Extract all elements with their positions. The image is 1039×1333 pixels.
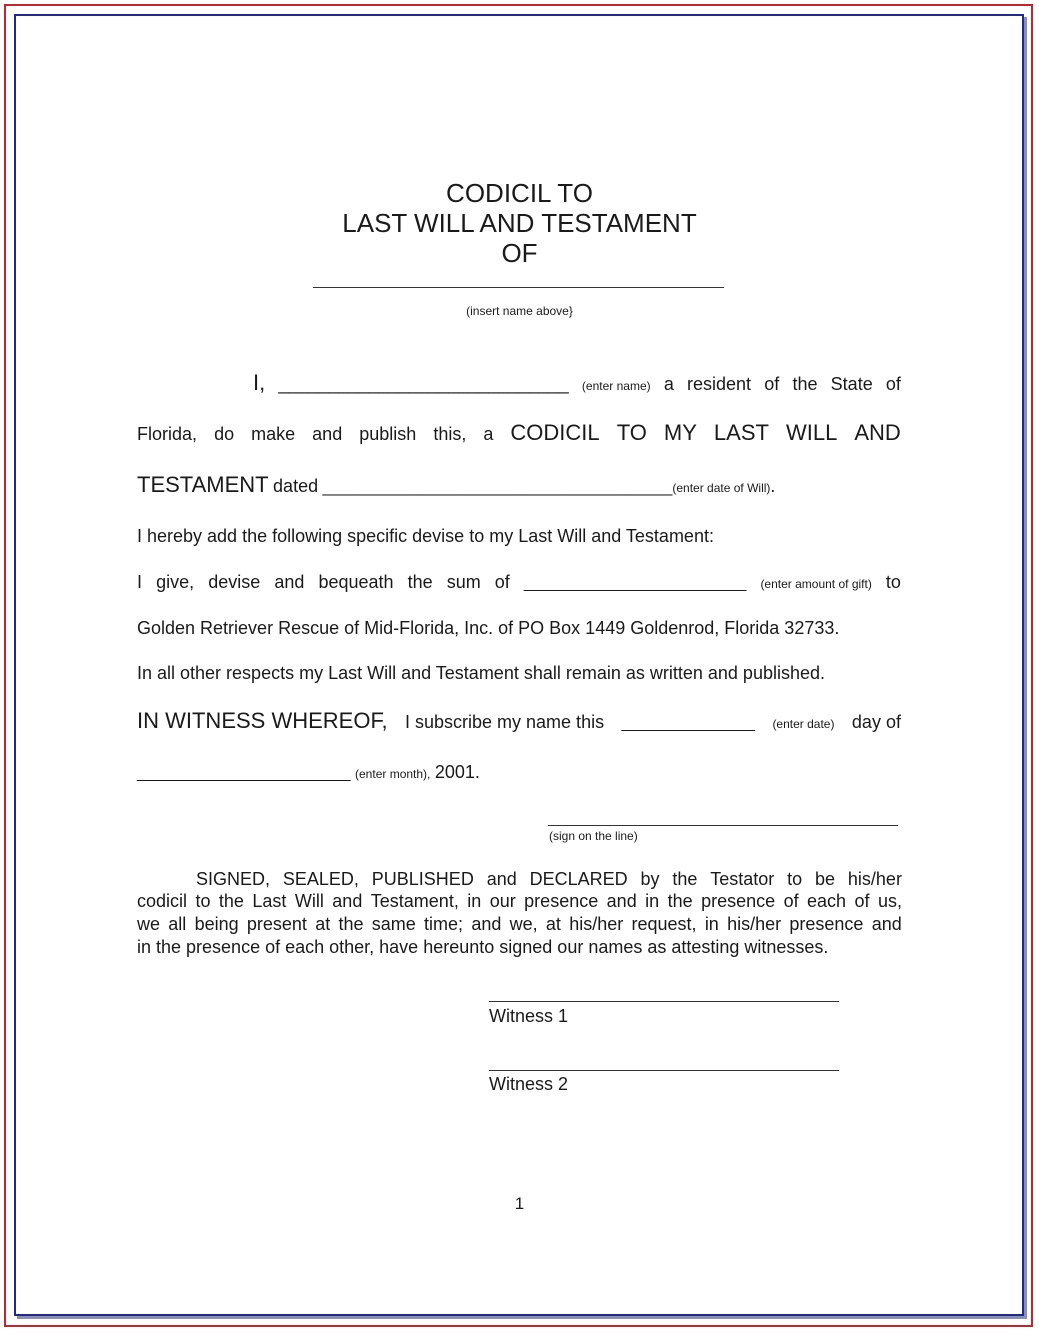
word: Will (294, 891, 324, 911)
amount-blank: _________________________ (523, 575, 747, 592)
enter-date-hint: (enter date) (772, 717, 835, 731)
word: presence (701, 891, 776, 911)
in-witness-whereof: IN WITNESS WHEREOF, (137, 708, 388, 733)
word: of (764, 374, 780, 394)
period: . (770, 476, 776, 496)
devise-line: I hereby add the following specific devise to my Last Will and Testament: (137, 526, 714, 546)
title-line-1: CODICIL TO (446, 178, 593, 208)
word: presence (524, 891, 599, 911)
word: same (371, 914, 416, 934)
word: State (830, 374, 873, 394)
word: Florida, (137, 424, 198, 444)
word: sum (446, 572, 481, 592)
word: to (787, 869, 803, 889)
word: LAST (713, 420, 769, 445)
word: this, (433, 424, 467, 444)
name-signature-line (313, 287, 724, 288)
word: SEALED, (282, 869, 359, 889)
word: we (137, 914, 161, 934)
word: of (494, 572, 510, 592)
word: Testator (710, 869, 775, 889)
word: presence (789, 914, 864, 934)
word: do (214, 424, 235, 444)
signed-paragraph-line-2 (137, 891, 902, 912)
sign-caption: (sign on the line) (549, 829, 638, 843)
word: request, (631, 914, 697, 934)
word: we, (509, 914, 538, 934)
word: time; (424, 914, 464, 934)
word: and (871, 914, 902, 934)
word: his/her (569, 914, 624, 934)
word: and (486, 869, 517, 889)
give-line (137, 572, 901, 593)
word: resident (687, 374, 752, 394)
word: and (332, 891, 363, 911)
other-respects-line: In all other respects my Last Will and Testament shall remain as written and published. (137, 663, 825, 683)
day-blank: _______________ (621, 715, 755, 732)
word: the (792, 374, 818, 394)
word: our (489, 891, 516, 911)
will-date-blank: _____________________________________ (322, 477, 673, 496)
signed-paragraph-line-4: in the presence of each other, have hereunto signed our names as attesting witnesses. (137, 937, 829, 957)
beneficiary-line: Golden Retriever Rescue of Mid-Florida, Inc. of PO Box 1449 Goldenrod, Florida 32733. (137, 618, 840, 638)
word: Testament, (370, 891, 459, 911)
word: WILL (785, 420, 838, 445)
word: in (704, 914, 719, 934)
word: all (168, 914, 187, 934)
word: a (663, 374, 674, 394)
paragraph-intro-line-3 (137, 472, 775, 498)
word: at (315, 914, 331, 934)
word: at (545, 914, 561, 934)
title-line-3: OF (501, 238, 538, 268)
word: I (137, 572, 143, 592)
witness-2-signature-line (489, 1070, 839, 1071)
word: the (667, 891, 693, 911)
enter-name-hint: (enter name) (581, 379, 651, 393)
word: PUBLISHED (371, 869, 474, 889)
testator-signature-line (548, 825, 898, 826)
name-blank: _____________________________ (278, 374, 569, 394)
word: of (885, 374, 901, 394)
subscribe-text: I subscribe my name this (405, 712, 605, 732)
name-caption: (insert name above} (466, 304, 573, 318)
word: of (854, 891, 870, 911)
enter-month-hint: (enter month), (355, 767, 431, 781)
word: Last (252, 891, 287, 911)
witness-1-label: Witness 1 (489, 1006, 569, 1026)
word: the (407, 572, 433, 592)
day-of-text: day of (851, 712, 901, 732)
year-text: 2001. (434, 762, 480, 782)
word: MY (663, 420, 697, 445)
paragraph-intro-line-1 (253, 370, 901, 396)
word: DECLARED (529, 869, 628, 889)
word-dated: dated (273, 476, 319, 496)
word: SIGNED, (196, 869, 271, 889)
word-testament: TESTAMENT (137, 472, 269, 497)
word: publish (359, 424, 417, 444)
word: being (194, 914, 239, 934)
signed-paragraph-line-1 (196, 869, 902, 890)
word: his/her (727, 914, 782, 934)
word: the (338, 914, 364, 934)
page-number: 1 (514, 1194, 525, 1213)
title-line-2: LAST WILL AND TESTAMENT (342, 208, 697, 238)
word: to (195, 891, 211, 911)
pronoun-i: I, (253, 370, 266, 395)
paragraph-intro-line-2 (137, 420, 901, 446)
month-line (137, 762, 480, 783)
word: CODICIL (510, 420, 600, 445)
month-blank: ________________________ (137, 765, 351, 782)
word: each (807, 891, 847, 911)
word: TO (616, 420, 647, 445)
word: make (251, 424, 296, 444)
word: and (606, 891, 637, 911)
word: the (672, 869, 698, 889)
word: his/her (847, 869, 902, 889)
word: devise (208, 572, 261, 592)
word: us, (877, 891, 902, 911)
word: in (467, 891, 482, 911)
word: be (815, 869, 836, 889)
word: AND (854, 420, 901, 445)
word: codicil (137, 891, 188, 911)
word: present (246, 914, 307, 934)
word: the (218, 891, 244, 911)
witness-whereof-line (137, 708, 901, 734)
word: give, (156, 572, 195, 592)
enter-amount-hint: (enter amount of gift) (760, 577, 872, 591)
witness-1-signature-line (489, 1001, 839, 1002)
signed-paragraph-line-3 (137, 914, 902, 935)
word-to: to (885, 572, 901, 592)
word: and (471, 914, 502, 934)
word: bequeath (318, 572, 394, 592)
word: by (640, 869, 660, 889)
witness-2-label: Witness 2 (489, 1074, 569, 1094)
word: of (783, 891, 799, 911)
word: and (274, 572, 305, 592)
enter-date-of-will-hint: (enter date of Will) (672, 481, 771, 495)
word: and (312, 424, 343, 444)
word: in (645, 891, 660, 911)
word: a (483, 424, 494, 444)
